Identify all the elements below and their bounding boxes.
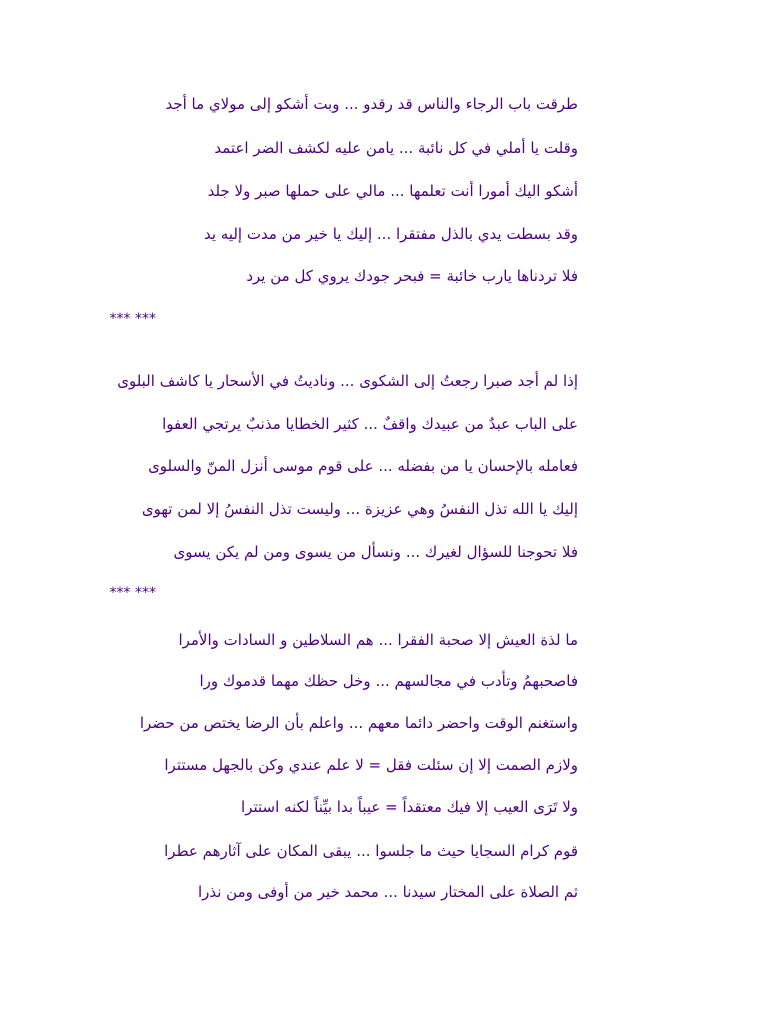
poem-line: إذا لم أجد صبرا رجعتُ إلى الشكوى ... وناديتُ في الأسحار يا كاشف البلوى bbox=[117, 372, 578, 390]
poem-line: ما لذة العيش إلا صحبة الفقرا ... هم السلاطين و السادات والأمرا bbox=[178, 631, 578, 649]
poem-line: ثم الصلاة على المختار سيدنا ... محمد خير من أوفى ومن نذرا bbox=[197, 883, 578, 901]
poem-line: طرقت باب الرجاء والناس قد رقدو ... وبت أشكو إلى مولاي ما أجد bbox=[165, 95, 578, 113]
poem-line: قوم كرام السجايا حيث ما جلسوا ... يبقى المكان على آثارهم عطرا bbox=[164, 842, 578, 860]
poem-line: ولا تَرَى العيب إلا فيك معتقداً = عيباً بدا بيِّناً لكنه استترا bbox=[241, 798, 578, 816]
poem-line: أشكو اليك أمورا أنت تعلمها ... مالي على حملها صبر ولا جلد bbox=[207, 182, 578, 200]
poem-line: إليك يا الله تذل النفسُ وهي عزيزة ... وليست تذل النفسُ إلا لمن تهوى bbox=[141, 500, 578, 518]
stanza-separator: *** *** bbox=[109, 311, 156, 327]
poem-line: فاصحبهمُ وتأدب في مجالسهم ... وخل حظك مهما قدموك ورا bbox=[199, 672, 578, 690]
poem-line: واستغنم الوقت واحضر دائما معهم ... واعلم بأن الرضا يختص من حضرا bbox=[139, 714, 578, 732]
poem-line: فلا تحوجنا للسؤال لغيرك ... ونسأل من يسوى ومن لم يكن يسوى bbox=[173, 543, 578, 561]
stanza-separator: *** *** bbox=[109, 585, 156, 601]
poem-line: وقلت يا أملي في كل نائبة ... يامن عليه لكشف الضر اعتمد bbox=[214, 139, 578, 157]
poem-line: ولازم الصمت إلا إن سئلت فقل = لا علم عندي وكن بالجهل مستترا bbox=[164, 756, 578, 774]
poem-line: وقد بسطت يدي بالذل مفتقرا ... إليك يا خير من مدت إليه يد bbox=[203, 225, 578, 243]
poem-line: فعامله بالإحسان يا من بفضله ... على قوم موسى أنزل المنّ والسلوى bbox=[148, 457, 578, 475]
poem-line: على الباب عبدٌ من عبيدك واقفٌ ... كثير الخطايا مذنبٌ يرتجي العفوا bbox=[162, 415, 578, 433]
poem-line: فلا تردناها يارب خائبة = فبحر جودك يروي كل من يرد bbox=[246, 267, 578, 285]
